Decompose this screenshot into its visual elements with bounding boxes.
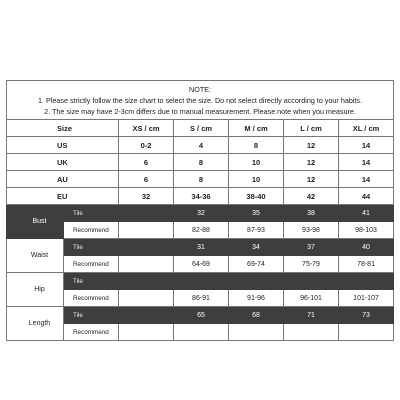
size-cell: M / cm xyxy=(229,120,284,137)
note-line-2: 2. The size may have 2-3cm differs due to manual measurement. Please note when you measure. xyxy=(44,106,356,116)
value-cell: 31 xyxy=(174,239,229,256)
size-cell: XL / cm xyxy=(339,120,394,137)
size-cell: 6 xyxy=(119,171,174,188)
value-cell xyxy=(119,307,174,324)
size-label: Size xyxy=(7,120,119,137)
value-cell: 40 xyxy=(339,239,394,256)
value-cell: 64-69 xyxy=(174,256,229,273)
size-chart-table xyxy=(6,80,394,341)
value-cell xyxy=(229,324,284,341)
size-cell: 38-40 xyxy=(229,188,284,205)
size-cell: 14 xyxy=(339,171,394,188)
value-cell: 38 xyxy=(284,205,339,222)
recommend-label: Recommend xyxy=(64,290,119,307)
bust-recommend-row xyxy=(7,222,394,239)
value-cell xyxy=(119,205,174,222)
size-label: UK xyxy=(7,154,119,171)
size-cell: 6 xyxy=(119,154,174,171)
hip-recommend-row xyxy=(7,290,394,307)
size-cell: S / cm xyxy=(174,120,229,137)
size-cell: 44 xyxy=(339,188,394,205)
hip-tile-row xyxy=(7,273,394,290)
size-cell: 14 xyxy=(339,137,394,154)
value-cell: 34 xyxy=(229,239,284,256)
size-label: US xyxy=(7,137,119,154)
tile-label: Tile xyxy=(64,307,119,324)
value-cell: 68 xyxy=(229,307,284,324)
value-cell xyxy=(174,273,229,290)
value-cell: 91-96 xyxy=(229,290,284,307)
tile-label: Tile xyxy=(64,239,119,256)
value-cell: 65 xyxy=(174,307,229,324)
value-cell: 41 xyxy=(339,205,394,222)
value-cell xyxy=(339,273,394,290)
size-cell: 12 xyxy=(284,171,339,188)
size-row-au xyxy=(7,171,394,188)
note-row xyxy=(7,81,394,120)
recommend-label: Recommend xyxy=(64,222,119,239)
size-row-uk xyxy=(7,154,394,171)
value-cell xyxy=(119,256,174,273)
value-cell: 86-91 xyxy=(174,290,229,307)
size-cell: 42 xyxy=(284,188,339,205)
value-cell: 37 xyxy=(284,239,339,256)
size-cell: 14 xyxy=(339,154,394,171)
value-cell: 87-93 xyxy=(229,222,284,239)
value-cell: 75-79 xyxy=(284,256,339,273)
size-cell: 8 xyxy=(174,154,229,171)
value-cell: 78-81 xyxy=(339,256,394,273)
bust-tile-row xyxy=(7,205,394,222)
size-row-us xyxy=(7,137,394,154)
length-tile-row xyxy=(7,307,394,324)
waist-recommend-row xyxy=(7,256,394,273)
value-cell xyxy=(339,324,394,341)
length-recommend-row xyxy=(7,324,394,341)
value-cell: 32 xyxy=(174,205,229,222)
value-cell: 35 xyxy=(229,205,284,222)
size-cell: 12 xyxy=(284,137,339,154)
size-label: EU xyxy=(7,188,119,205)
waist-label: Waist xyxy=(7,239,64,273)
value-cell: 93-98 xyxy=(284,222,339,239)
value-cell xyxy=(229,273,284,290)
value-cell: 98-103 xyxy=(339,222,394,239)
value-cell xyxy=(284,324,339,341)
value-cell: 101-107 xyxy=(339,290,394,307)
bust-label: Bust xyxy=(7,205,64,239)
size-row-eu xyxy=(7,188,394,205)
note-title: NOTE: xyxy=(189,84,211,94)
value-cell xyxy=(284,273,339,290)
value-cell: 73 xyxy=(339,307,394,324)
size-cell: 0-2 xyxy=(119,137,174,154)
value-cell xyxy=(119,222,174,239)
size-cell: 8 xyxy=(174,171,229,188)
size-cell: 10 xyxy=(229,154,284,171)
value-cell xyxy=(174,324,229,341)
size-cell: 32 xyxy=(119,188,174,205)
size-cell: 8 xyxy=(229,137,284,154)
tile-label: Tile xyxy=(64,273,119,290)
tile-label: Tile xyxy=(64,205,119,222)
value-cell xyxy=(119,273,174,290)
size-cell: 34-36 xyxy=(174,188,229,205)
size-chart xyxy=(6,80,393,341)
value-cell: 82-88 xyxy=(174,222,229,239)
hip-label: Hip xyxy=(7,273,64,307)
waist-tile-row xyxy=(7,239,394,256)
value-cell xyxy=(119,239,174,256)
recommend-label: Recommend xyxy=(64,324,119,341)
size-cell: 10 xyxy=(229,171,284,188)
value-cell xyxy=(119,324,174,341)
value-cell: 96-101 xyxy=(284,290,339,307)
size-cell: 4 xyxy=(174,137,229,154)
value-cell: 71 xyxy=(284,307,339,324)
note-line-1: 1. Please strictly follow the size chart to select the size. Do not select directly according to your habits. xyxy=(38,95,363,105)
size-header-row xyxy=(7,120,394,137)
value-cell: 69-74 xyxy=(229,256,284,273)
note-box xyxy=(7,81,394,120)
recommend-label: Recommend xyxy=(64,256,119,273)
size-cell: L / cm xyxy=(284,120,339,137)
size-cell: 12 xyxy=(284,154,339,171)
size-cell: XS / cm xyxy=(119,120,174,137)
length-label: Length xyxy=(7,307,64,341)
size-label: AU xyxy=(7,171,119,188)
value-cell xyxy=(119,290,174,307)
